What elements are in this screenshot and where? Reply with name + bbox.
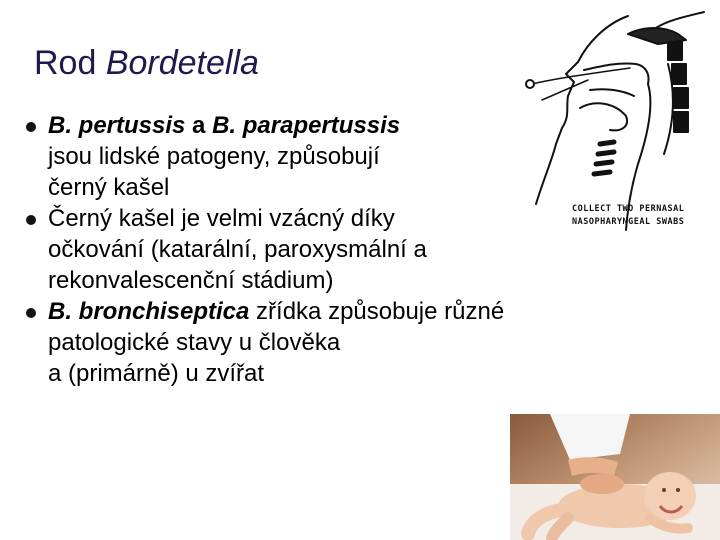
bullet-line: a (primárně) u zvířat: [48, 360, 265, 387]
diagram-caption: [572, 203, 718, 229]
infant-exam-photo-icon: [510, 414, 720, 540]
bullet-line: [48, 296, 642, 327]
bullet-line: černý kašel: [48, 174, 170, 201]
connector-text: a: [185, 112, 213, 139]
nasopharyngeal-swab-icon: [518, 4, 718, 236]
species-name: B. pertussis: [48, 112, 186, 139]
bullet-item: [22, 296, 642, 389]
slide-title: [34, 44, 259, 83]
species-name: B. bronchiseptica: [48, 298, 250, 325]
bullet-line: patologické stavy u člověka: [48, 329, 341, 356]
bullet-dot-icon: [26, 215, 36, 225]
title-genus: Bordetella: [105, 44, 259, 82]
bullet-dot-icon: [26, 122, 36, 132]
caption-line: NASOPHARYNGEAL SWABS: [572, 217, 685, 227]
caption-line: COLLECT TWO PERNASAL: [572, 204, 685, 214]
bullet-line: očkování (katarální, paroxysmální a: [48, 236, 427, 263]
species-name: B. parapertussis: [212, 112, 401, 139]
bullet-line: jsou lidské patogeny, způsobují: [48, 143, 380, 170]
bullet-line: rekonvalescenční stádium): [48, 267, 334, 294]
bullet-line: Černý kašel je velmi vzácný díky: [48, 205, 395, 232]
bullet-dot-icon: [26, 308, 36, 318]
bullet-text: zřídka způsobuje různé: [249, 298, 505, 325]
title-prefix: Rod: [34, 44, 106, 82]
